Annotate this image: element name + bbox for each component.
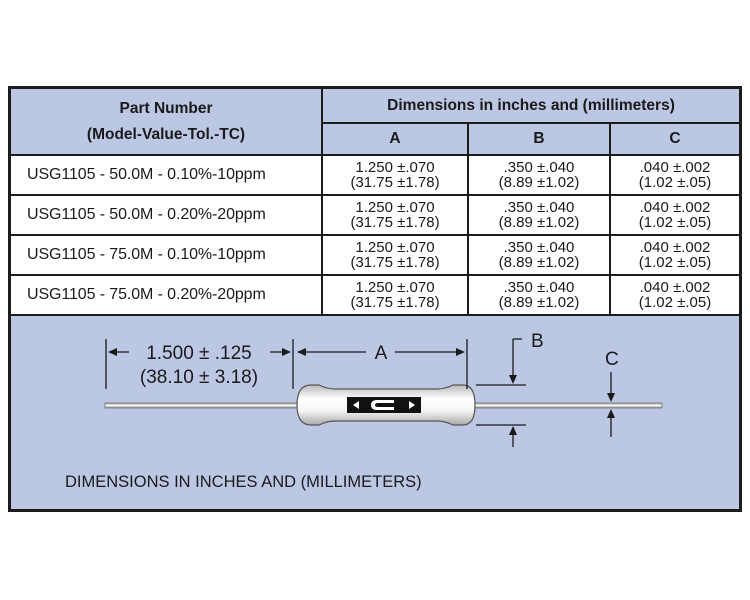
dimension-a-millimeters: (31.75 ±1.78) bbox=[350, 254, 440, 271]
dimension-b-cell bbox=[468, 155, 610, 195]
dimension-a-inches: 1.250 ±.070 bbox=[355, 199, 435, 216]
dimension-b-millimeters: (8.89 ±1.02) bbox=[498, 254, 580, 271]
part-number-cell: USG1105 - 50.0M - 0.20%-20ppm bbox=[11, 195, 322, 235]
table-row bbox=[11, 195, 739, 235]
dimension-c-inches: .040 ±.002 bbox=[639, 279, 711, 296]
dimension-a-inches: 1.250 ±.070 bbox=[355, 159, 435, 176]
dimension-c-millimeters: (1.02 ±.05) bbox=[638, 174, 712, 191]
resistor-dimension-diagram bbox=[11, 317, 739, 509]
column-header-a: A bbox=[322, 123, 468, 155]
dimension-b-line bbox=[476, 339, 526, 447]
table-row bbox=[11, 235, 739, 275]
dimension-a-cell bbox=[322, 195, 468, 235]
left-lead bbox=[105, 403, 303, 408]
dimension-b-inches: .350 ±.040 bbox=[503, 199, 575, 216]
dimension-c-millimeters: (1.02 ±.05) bbox=[638, 214, 712, 231]
column-header-c: C bbox=[610, 123, 739, 155]
dimension-b-label: B bbox=[531, 331, 544, 352]
dimension-b-cell bbox=[468, 195, 610, 235]
dimension-b-cell bbox=[468, 275, 610, 315]
dimensions-header: Dimensions in inches and (millimeters) bbox=[322, 89, 739, 123]
right-lead bbox=[466, 403, 662, 408]
diagram-caption: DIMENSIONS IN INCHES AND (MILLIMETERS) bbox=[65, 473, 422, 491]
dimensions-table bbox=[11, 89, 739, 316]
dimension-b-millimeters: (8.89 ±1.02) bbox=[498, 294, 580, 311]
dimension-a-millimeters: (31.75 ±1.78) bbox=[350, 174, 440, 191]
dimension-c-label: C bbox=[605, 349, 619, 370]
part-number-header-title: Part Number bbox=[119, 99, 213, 117]
spec-panel bbox=[8, 86, 742, 512]
dimension-b-inches: .350 ±.040 bbox=[503, 239, 575, 256]
dimension-a-millimeters: (31.75 ±1.78) bbox=[350, 214, 440, 231]
dimension-b-millimeters: (8.89 ±1.02) bbox=[498, 214, 580, 231]
part-number-cell: USG1105 - 75.0M - 0.10%-10ppm bbox=[11, 235, 322, 275]
part-number-cell: USG1105 - 75.0M - 0.20%-20ppm bbox=[11, 275, 322, 315]
dimension-a-inches: 1.250 ±.070 bbox=[355, 239, 435, 256]
part-number-header-subtitle: (Model-Value-Tol.-TC) bbox=[86, 125, 246, 143]
dimension-c-inches: .040 ±.002 bbox=[639, 159, 711, 176]
dimension-b-millimeters: (8.89 ±1.02) bbox=[498, 174, 580, 191]
dimension-c-millimeters: (1.02 ±.05) bbox=[638, 254, 712, 271]
dimension-c-cell bbox=[610, 235, 739, 275]
dimension-c-millimeters: (1.02 ±.05) bbox=[638, 294, 712, 311]
dimension-c-cell bbox=[610, 275, 739, 315]
dimension-c-inches: .040 ±.002 bbox=[639, 239, 711, 256]
dimension-a-cell bbox=[322, 235, 468, 275]
lead-length-millimeters: (38.10 ± 3.18) bbox=[139, 367, 259, 388]
dimension-a-inches: 1.250 ±.070 bbox=[355, 279, 435, 296]
dimension-c-cell bbox=[610, 195, 739, 235]
dimension-c-inches: .040 ±.002 bbox=[639, 199, 711, 216]
dimension-b-inches: .350 ±.040 bbox=[503, 279, 575, 296]
part-number-header bbox=[11, 89, 322, 155]
table-row bbox=[11, 155, 739, 195]
caddock-logo-icon bbox=[347, 397, 421, 413]
lead-length-inches: 1.500 ± .125 bbox=[146, 343, 252, 364]
dimension-a-label: A bbox=[374, 343, 388, 364]
dimension-b-cell bbox=[468, 235, 610, 275]
dimension-a-cell bbox=[322, 275, 468, 315]
dimension-c-cell bbox=[610, 155, 739, 195]
dimension-b-inches: .350 ±.040 bbox=[503, 159, 575, 176]
dimension-a-millimeters: (31.75 ±1.78) bbox=[350, 294, 440, 311]
column-header-b: B bbox=[468, 123, 610, 155]
part-number-cell: USG1105 - 50.0M - 0.10%-10ppm bbox=[11, 155, 322, 195]
table-row bbox=[11, 275, 739, 315]
dimension-a-cell bbox=[322, 155, 468, 195]
